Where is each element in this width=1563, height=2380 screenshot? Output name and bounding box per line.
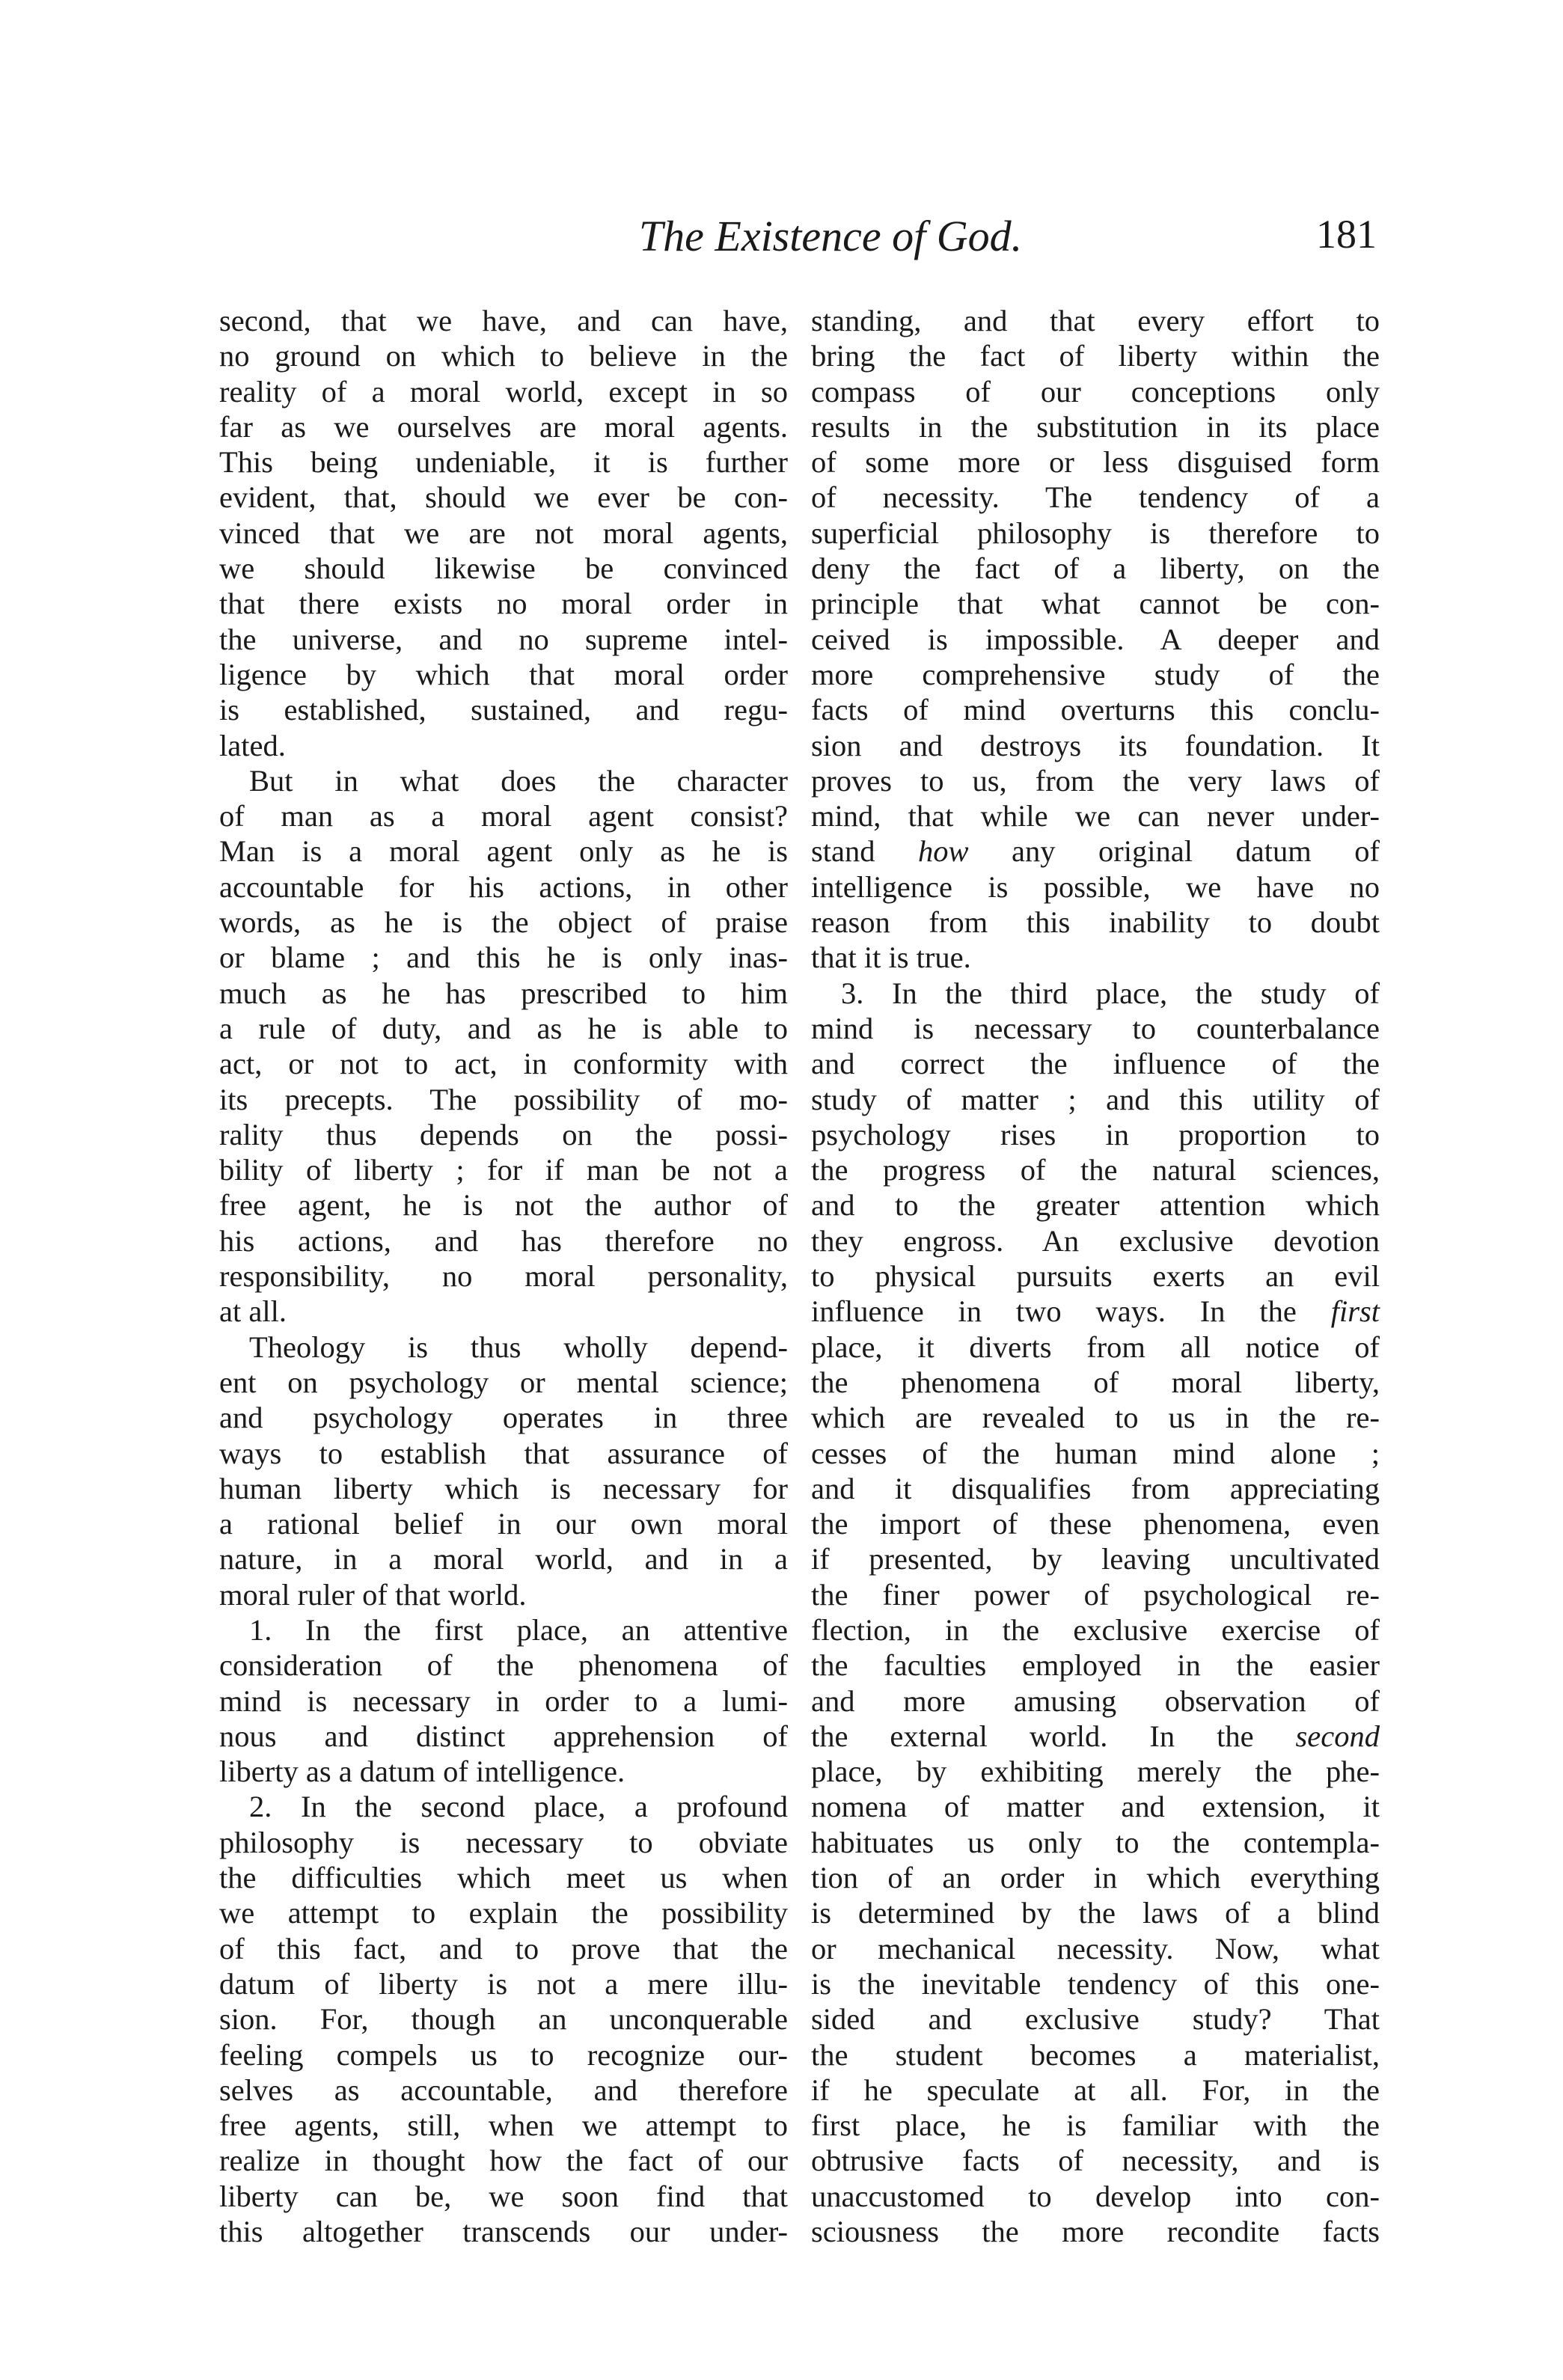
- text-line: lated.: [219, 728, 286, 762]
- text-line: or blame ; and this he is only inas-: [219, 940, 788, 975]
- text-line: sion and destroys its foundation. It: [811, 728, 1380, 762]
- text-line: the faculties employed in the easier: [811, 1648, 1380, 1683]
- text-line: of necessity. The tendency of a: [811, 480, 1380, 515]
- text-line: we should likewise be convinced: [219, 551, 788, 586]
- text-line: reality of a moral world, except in so: [219, 374, 788, 409]
- text-line: that there exists no moral order in: [219, 587, 788, 621]
- text-line: datum of liberty is not a mere illu-: [219, 1966, 788, 2001]
- text-line: This being undeniable, it is further: [219, 445, 788, 480]
- text-line: the difficulties which meet us when: [219, 1861, 788, 1895]
- text-line: of some more or less disguised form: [811, 445, 1380, 480]
- text-line: evident, that, should we ever be con-: [219, 480, 788, 515]
- text-line: and to the greater attention which: [811, 1188, 1380, 1223]
- text-line: Theology is thus wholly depend-: [249, 1330, 788, 1364]
- text-line: words, as he is the object of praise: [219, 905, 788, 940]
- text-line: superficial philosophy is therefore to: [811, 516, 1380, 550]
- text-line: reason from this inability to doubt: [811, 905, 1380, 940]
- text-line: 1. In the first place, an attentive: [249, 1612, 788, 1647]
- text-line: philosophy is necessary to obviate: [219, 1825, 788, 1859]
- text-line: [811, 833, 1380, 869]
- text-line: liberty as a datum of intelligence.: [219, 1755, 625, 1789]
- text-line: act, or not to act, in conformity with: [219, 1047, 788, 1081]
- text-line: of man as a moral agent consist?: [219, 799, 788, 833]
- text-line: the import of these phenomena, even: [811, 1507, 1380, 1541]
- text-line: study of matter ; and this utility of: [811, 1082, 1380, 1116]
- text-line: first place, he is familiar with the: [811, 2108, 1380, 2143]
- text-line: far as we ourselves are moral agents.: [219, 409, 788, 444]
- text-line: ent on psychology or mental science;: [219, 1365, 788, 1399]
- italic-word: second: [1295, 1719, 1380, 1753]
- text-line: ways to establish that assurance of: [219, 1436, 788, 1470]
- text-line: human liberty which is necessary for: [219, 1471, 788, 1505]
- text-line: sided and exclusive study? That: [811, 2002, 1380, 2037]
- text-line: facts of mind overturns this conclu-: [811, 693, 1380, 727]
- text-line: if presented, by leaving uncultivated: [811, 1542, 1380, 1576]
- text-line: vinced that we are not moral agents,: [219, 516, 788, 550]
- text-line: its precepts. The possibility of mo-: [219, 1082, 788, 1116]
- text-line: sion. For, though an unconquerable: [219, 2002, 788, 2037]
- text-line: 3. In the third place, the study of: [841, 976, 1380, 1010]
- text-line: unaccustomed to develop into con-: [811, 2179, 1380, 2213]
- text-line: the progress of the natural sciences,: [811, 1153, 1380, 1187]
- text-line: at all.: [219, 1294, 287, 1329]
- text-line: ligence by which that moral order: [219, 657, 788, 691]
- text-line: consideration of the phenomena of: [219, 1648, 788, 1683]
- text-line: a rational belief in our own moral: [219, 1507, 788, 1541]
- text-line: the universe, and no supreme intel-: [219, 622, 788, 656]
- text-line: feeling compels us to recognize our-: [219, 2037, 788, 2072]
- text-line: second, that we have, and can have,: [219, 304, 788, 337]
- text-line: flection, in the exclusive exercise of: [811, 1612, 1380, 1647]
- text-line: results in the substitution in its place: [811, 409, 1380, 444]
- text-line: accountable for his actions, in other: [219, 869, 788, 904]
- text-line: that it is true.: [811, 940, 971, 975]
- text-segment: influence in two ways. In the: [811, 1294, 1331, 1329]
- italic-word: how: [918, 834, 969, 869]
- text-line: free agent, he is not the author of: [219, 1188, 788, 1223]
- text-line: sciousness the more recondite facts: [811, 2215, 1380, 2249]
- text-line: mind is necessary in order to a lumi-: [219, 1683, 788, 1718]
- text-line: bring the fact of liberty within the: [811, 339, 1380, 373]
- text-line: selves as accountable, and therefore: [219, 2072, 788, 2107]
- text-line: they engross. An exclusive devotion: [811, 1223, 1380, 1258]
- text-line: his actions, and has therefore no: [219, 1223, 788, 1258]
- text-line: no ground on which to believe in the: [219, 339, 788, 373]
- text-line: the finer power of psychological re-: [811, 1577, 1380, 1612]
- text-line: nature, in a moral world, and in a: [219, 1542, 788, 1576]
- text-line: to physical pursuits exerts an evil: [811, 1259, 1380, 1294]
- text-line: place, by exhibiting merely the phe-: [811, 1755, 1380, 1789]
- text-line: habituates us only to the contempla-: [811, 1825, 1380, 1859]
- text-line: cesses of the human mind alone ;: [811, 1436, 1380, 1470]
- text-line: nous and distinct apprehension of: [219, 1719, 788, 1753]
- text-line: compass of our conceptions only: [811, 374, 1380, 409]
- text-line: a rule of duty, and as he is able to: [219, 1011, 788, 1045]
- page-number: 181: [1316, 212, 1377, 257]
- text-line: liberty can be, we soon find that: [219, 2179, 788, 2213]
- text-line: mind, that while we can never under-: [811, 799, 1380, 833]
- text-line: ceived is impossible. A deeper and: [811, 622, 1380, 656]
- italic-word: first: [1330, 1294, 1380, 1329]
- text-line: if he speculate at all. For, in the: [811, 2072, 1380, 2107]
- text-segment: stand: [811, 834, 919, 869]
- text-line: of this fact, and to prove that the: [219, 1931, 788, 1966]
- text-line: psychology rises in proportion to: [811, 1117, 1380, 1151]
- text-line: tion of an order in which everything: [811, 1861, 1380, 1895]
- text-line: is established, sustained, and regu-: [219, 693, 788, 727]
- right-column: [811, 303, 1380, 2249]
- text-line: standing, and that every effort to: [811, 304, 1380, 337]
- text-line: deny the fact of a liberty, on the: [811, 551, 1380, 586]
- text-line: and correct the influence of the: [811, 1047, 1380, 1081]
- text-line: moral ruler of that world.: [219, 1577, 527, 1612]
- text-line: the phenomena of moral liberty,: [811, 1365, 1380, 1399]
- text-line: much as he has prescribed to him: [219, 976, 788, 1010]
- text-line: is the inevitable tendency of this one-: [811, 1966, 1380, 2001]
- text-line: more comprehensive study of the: [811, 657, 1380, 691]
- text-line: nomena of matter and extension, it: [811, 1790, 1380, 1824]
- text-line: is determined by the laws of a blind: [811, 1896, 1380, 1930]
- text-line: [811, 1294, 1380, 1329]
- text-line: responsibility, no moral personality,: [219, 1259, 788, 1294]
- text-line: bility of liberty ; for if man be not a: [219, 1153, 788, 1187]
- text-line: intelligence is possible, we have no: [811, 869, 1380, 904]
- text-line: [811, 1719, 1380, 1754]
- text-segment: the external world. In the: [811, 1719, 1296, 1753]
- text-line: Man is a moral agent only as he is: [219, 834, 788, 869]
- text-line: rality thus depends on the possi-: [219, 1117, 788, 1151]
- text-line: and more amusing observation of: [811, 1683, 1380, 1718]
- text-line: and it disqualifies from appreciating: [811, 1471, 1380, 1505]
- text-line: the student becomes a materialist,: [811, 2037, 1380, 2072]
- text-line: or mechanical necessity. Now, what: [811, 1931, 1380, 1966]
- text-line: this altogether transcends our under-: [219, 2215, 788, 2249]
- text-line: mind is necessary to counterbalance: [811, 1011, 1380, 1045]
- text-line: realize in thought how the fact of our: [219, 2144, 788, 2178]
- text-line: obtrusive facts of necessity, and is: [811, 2144, 1380, 2178]
- page-title: The Existence of God.: [638, 212, 1023, 260]
- text-line: place, it diverts from all notice of: [811, 1330, 1380, 1364]
- text-line: we attempt to explain the possibility: [219, 1896, 788, 1930]
- left-column: [219, 303, 788, 2249]
- text-line: which are revealed to us in the re-: [811, 1401, 1380, 1435]
- text-line: 2. In the second place, a profound: [249, 1790, 788, 1824]
- text-segment: any original datum of: [968, 834, 1380, 869]
- text-line: But in what does the character: [249, 763, 788, 798]
- text-line: proves to us, from the very laws of: [811, 763, 1380, 798]
- text-line: free agents, still, when we attempt to: [219, 2108, 788, 2143]
- text-line: and psychology operates in three: [219, 1401, 788, 1435]
- text-line: principle that what cannot be con-: [811, 587, 1380, 621]
